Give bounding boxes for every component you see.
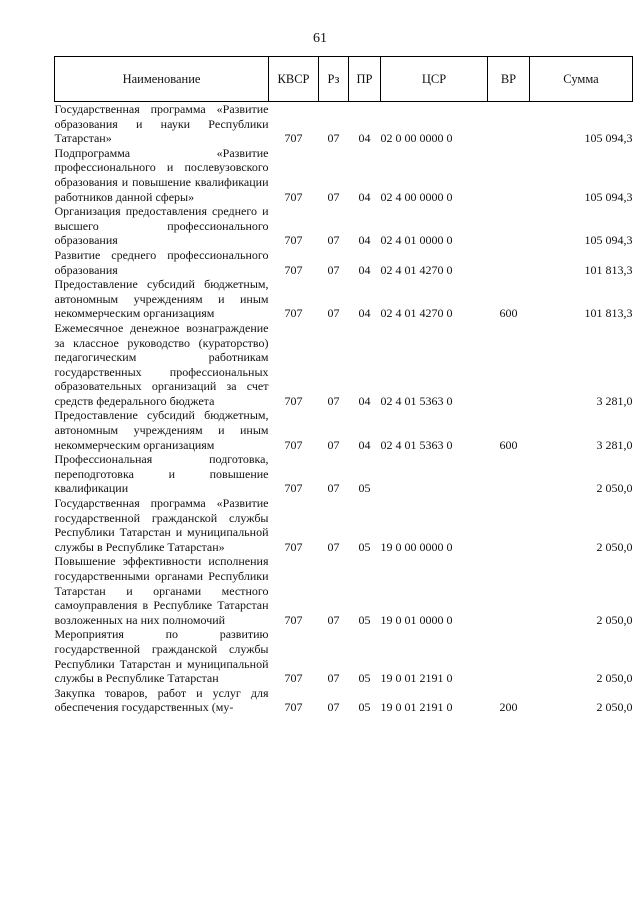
table-row	[55, 146, 633, 204]
row-vr	[488, 496, 530, 554]
row-rz: 07	[327, 612, 340, 627]
row-kvsr: 707	[284, 612, 303, 627]
row-pr: 05	[358, 539, 371, 554]
table-row	[55, 204, 633, 248]
header-pr: ПР	[349, 57, 381, 102]
table-header-row	[55, 57, 633, 102]
table-row	[55, 408, 633, 452]
row-rz: 07	[327, 700, 340, 715]
row-kvsr: 707	[284, 481, 303, 496]
table-row	[55, 248, 633, 277]
page-number: 61	[313, 31, 327, 46]
row-name: Повышение эффективности исполнения государственными органами Республики Татарстан и органами местного самоуправления в Республике Татарстан возложенных на них полномочий	[54, 554, 269, 627]
row-rz: 07	[327, 437, 340, 452]
row-sum: 101 813,3	[584, 306, 633, 321]
row-name: Организация предоставления среднего и высшего профессионального образования	[54, 204, 269, 248]
row-csr: 02 4 01 5363 0	[380, 393, 453, 408]
row-rz: 07	[327, 262, 340, 277]
row-rz: 07	[327, 393, 340, 408]
row-kvsr: 707	[284, 700, 303, 715]
row-pr: 05	[358, 612, 371, 627]
row-name: Развитие среднего профессионального образования	[54, 247, 269, 277]
row-sum: 3 281,0	[596, 393, 633, 408]
row-vr: 600	[499, 437, 518, 452]
row-name: Ежемесячное денежное вознаграждение за классное руководство (кураторство) педагогическим работникам государственных профессиональных образовательных организаций за счет средств федерального бюджета	[54, 320, 269, 408]
row-sum: 3 281,0	[596, 437, 633, 452]
row-rz: 07	[327, 233, 340, 248]
row-pr: 04	[358, 393, 371, 408]
header-sum: Сумма	[530, 57, 633, 102]
row-vr	[488, 146, 530, 204]
table-row	[55, 102, 633, 146]
row-sum: 105 094,3	[584, 233, 633, 248]
row-vr	[488, 627, 530, 685]
header-csr: ЦСР	[381, 57, 488, 102]
row-kvsr: 707	[284, 671, 303, 686]
row-csr: 19 0 01 2191 0	[380, 700, 453, 715]
row-pr: 04	[358, 189, 371, 204]
row-name: Предоставление субсидий бюджетным, автономным учреждениям и иным некоммерческим организациям	[54, 277, 269, 321]
row-sum: 2 050,0	[596, 612, 633, 627]
row-kvsr: 707	[284, 306, 303, 321]
row-kvsr: 707	[284, 131, 303, 146]
row-pr: 05	[358, 481, 371, 496]
row-csr	[381, 452, 488, 496]
header-name: Наименование	[55, 57, 269, 102]
row-name: Предоставление субсидий бюджетным, автономным учреждениям и иным некоммерческим организациям	[54, 408, 269, 452]
row-sum: 105 094,3	[584, 189, 633, 204]
row-csr: 02 4 00 0000 0	[380, 189, 453, 204]
row-rz: 07	[327, 306, 340, 321]
row-sum: 2 050,0	[596, 539, 633, 554]
row-kvsr: 707	[284, 262, 303, 277]
table-row	[55, 554, 633, 627]
row-pr: 04	[358, 306, 371, 321]
row-rz: 07	[327, 189, 340, 204]
row-rz: 07	[327, 671, 340, 686]
row-pr: 05	[358, 700, 371, 715]
row-sum: 2 050,0	[596, 481, 633, 496]
row-vr	[488, 452, 530, 496]
table-row	[55, 496, 633, 554]
row-csr: 02 4 01 4270 0	[380, 262, 453, 277]
row-rz: 07	[327, 539, 340, 554]
header-vr: ВР	[488, 57, 530, 102]
row-pr: 04	[358, 233, 371, 248]
row-kvsr: 707	[284, 233, 303, 248]
row-kvsr: 707	[284, 189, 303, 204]
row-vr	[488, 102, 530, 146]
row-sum: 2 050,0	[596, 671, 633, 686]
row-sum: 2 050,0	[596, 700, 633, 715]
row-vr	[488, 248, 530, 277]
row-rz: 07	[327, 481, 340, 496]
row-name: Государственная программа «Развитие образования и науки Республики Татарстан»	[54, 102, 269, 146]
row-sum: 101 813,3	[584, 262, 633, 277]
row-pr: 04	[358, 131, 371, 146]
row-vr	[488, 554, 530, 627]
row-pr: 04	[358, 437, 371, 452]
row-pr: 05	[358, 671, 371, 686]
row-csr: 19 0 01 2191 0	[380, 671, 453, 686]
row-kvsr: 707	[284, 539, 303, 554]
table-row	[55, 321, 633, 409]
table-row	[55, 686, 633, 715]
table-row	[55, 277, 633, 321]
row-vr	[488, 321, 530, 409]
row-csr: 19 0 01 0000 0	[380, 612, 453, 627]
budget-table	[54, 56, 633, 715]
row-name: Государственная программа «Развитие государственной гражданской службы Республики Татарстан и муниципальной службы в Республике Татарстан»	[54, 496, 269, 554]
row-kvsr: 707	[284, 437, 303, 452]
header-rz: Рз	[319, 57, 349, 102]
row-kvsr: 707	[284, 393, 303, 408]
row-pr: 04	[358, 262, 371, 277]
table-row	[55, 452, 633, 496]
row-csr: 02 4 01 5363 0	[380, 437, 453, 452]
row-vr: 200	[499, 700, 518, 715]
row-name: Подпрограмма «Развитие профессионального и послевузовского образования и повышение квалификации работников данной сферы»	[54, 145, 269, 204]
row-vr	[488, 204, 530, 248]
row-csr: 19 0 00 0000 0	[380, 539, 453, 554]
row-vr: 600	[499, 306, 518, 321]
row-sum: 105 094,3	[584, 131, 633, 146]
row-rz: 07	[327, 131, 340, 146]
row-csr: 02 4 01 0000 0	[380, 233, 453, 248]
row-csr: 02 0 00 0000 0	[380, 131, 453, 146]
row-name: Закупка товаров, работ и услуг для обеспечения государственных (му-	[54, 685, 269, 715]
row-name: Профессиональная подготовка, переподготовка и повышение квалификации	[54, 452, 269, 496]
row-name: Мероприятия по развитию государственной гражданской службы Республики Татарстан и муниципальной службы в Республике Татарстан	[54, 627, 269, 686]
table-row	[55, 627, 633, 685]
row-csr: 02 4 01 4270 0	[380, 306, 453, 321]
header-kvsr: КВСР	[269, 57, 319, 102]
